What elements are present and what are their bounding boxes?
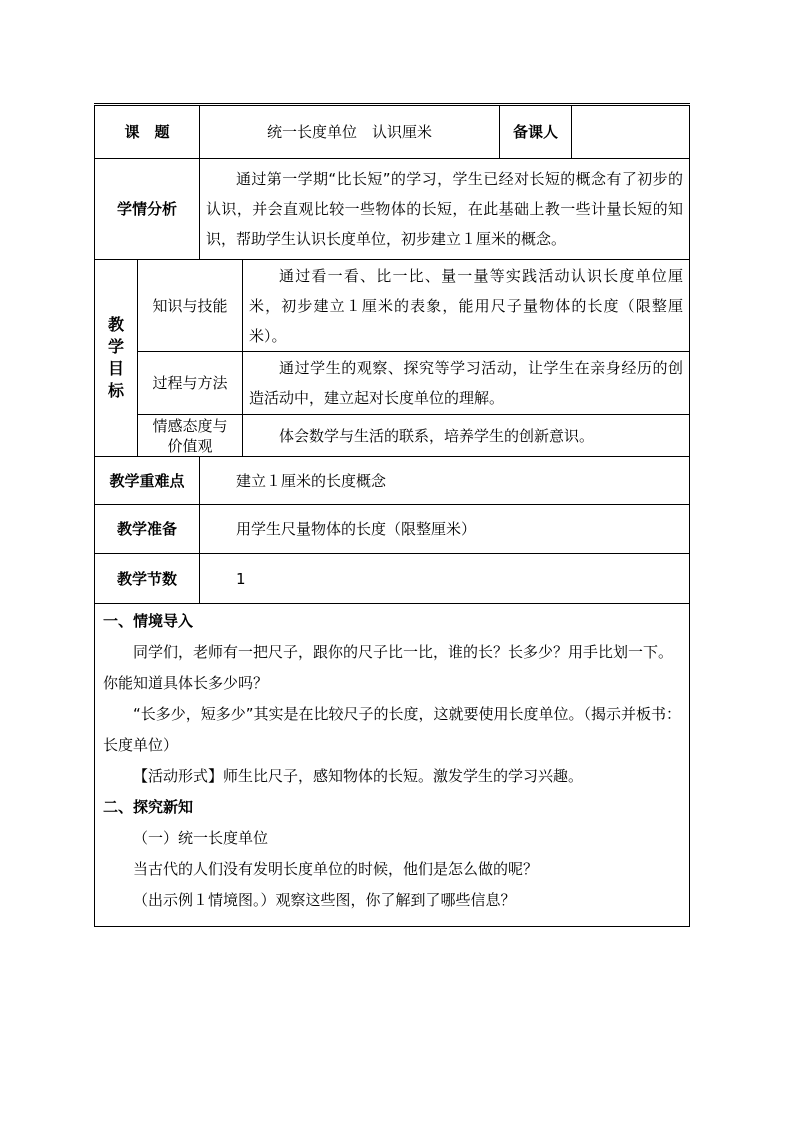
preparation-label: 教学准备 — [95, 505, 200, 554]
lesson-plan-sheet — [94, 103, 689, 927]
goal-knowledge-label: 知识与技能 — [138, 260, 243, 352]
section-1-heading: 一、情境导入 — [103, 612, 194, 630]
section-2-paragraph-1: 当古代的人们没有发明长度单位的时候，他们是怎么做的呢？ — [133, 860, 539, 878]
lesson-plan-table — [94, 103, 690, 927]
analysis-label: 学情分析 — [95, 159, 200, 260]
keypoints-value: 建立１厘米的长度概念 — [200, 457, 690, 505]
periods-label: 教学节数 — [95, 554, 200, 604]
keypoints-label: 教学重难点 — [95, 457, 200, 505]
goals-label — [95, 260, 138, 457]
section-2-paragraph-2: （出示例１情境图。）观察这些图，你了解到了哪些信息？ — [133, 891, 516, 909]
title-value: 统一长度单位 认识厘米 — [200, 105, 500, 159]
goal-emotion-label — [138, 415, 243, 457]
title-label: 课 题 — [95, 105, 200, 159]
goals-label-text: 教学目标 — [107, 315, 124, 400]
lesson-body — [95, 604, 690, 927]
section-2-subheading: （一）统一长度单位 — [133, 829, 269, 847]
preparer-label: 备课人 — [500, 105, 572, 159]
goal-process-label: 过程与方法 — [138, 352, 243, 415]
periods-value: 1 — [200, 554, 690, 604]
goal-emotion-text: 体会数学与生活的联系，培养学生的创新意识。 — [243, 415, 690, 457]
goal-knowledge-text: 通过看一看、比一比、量一量等实践活动认识长度单位厘米，初步建立１厘米的表象，能用尺子量物体的长度（限整厘米）。 — [243, 260, 690, 352]
section-2-heading: 二、探究新知 — [103, 798, 194, 816]
preparation-value: 用学生尺量物体的长度（限整厘米） — [200, 505, 690, 554]
section-1-paragraph-2: “长多少，短多少”其实是在比较尺子的长度，这就要使用长度单位。（揭示并板书：长度单位） — [103, 705, 682, 754]
goal-emotion-label-text: 情感态度与价值观 — [152, 416, 228, 455]
section-1-paragraph-1: 同学们，老师有一把尺子，跟你的尺子比一比，谁的长？长多少？用手比划一下。你能知道具体长多少吗？ — [103, 643, 674, 692]
goal-process-text: 通过学生的观察、探究等学习活动，让学生在亲身经历的创造活动中，建立起对长度单位的理解。 — [243, 352, 690, 415]
section-1-paragraph-3: 【活动形式】师生比尺子，感知物体的长短。激发学生的学习兴趣。 — [133, 767, 584, 785]
preparer-value — [572, 105, 690, 159]
analysis-text: 通过第一学期“比长短”的学习，学生已经对长短的概念有了初步的认识，并会直观比较一些物体的长短，在此基础上教一些计量长短的知识，帮助学生认识长度单位，初步建立１厘米的概念。 — [200, 159, 690, 260]
